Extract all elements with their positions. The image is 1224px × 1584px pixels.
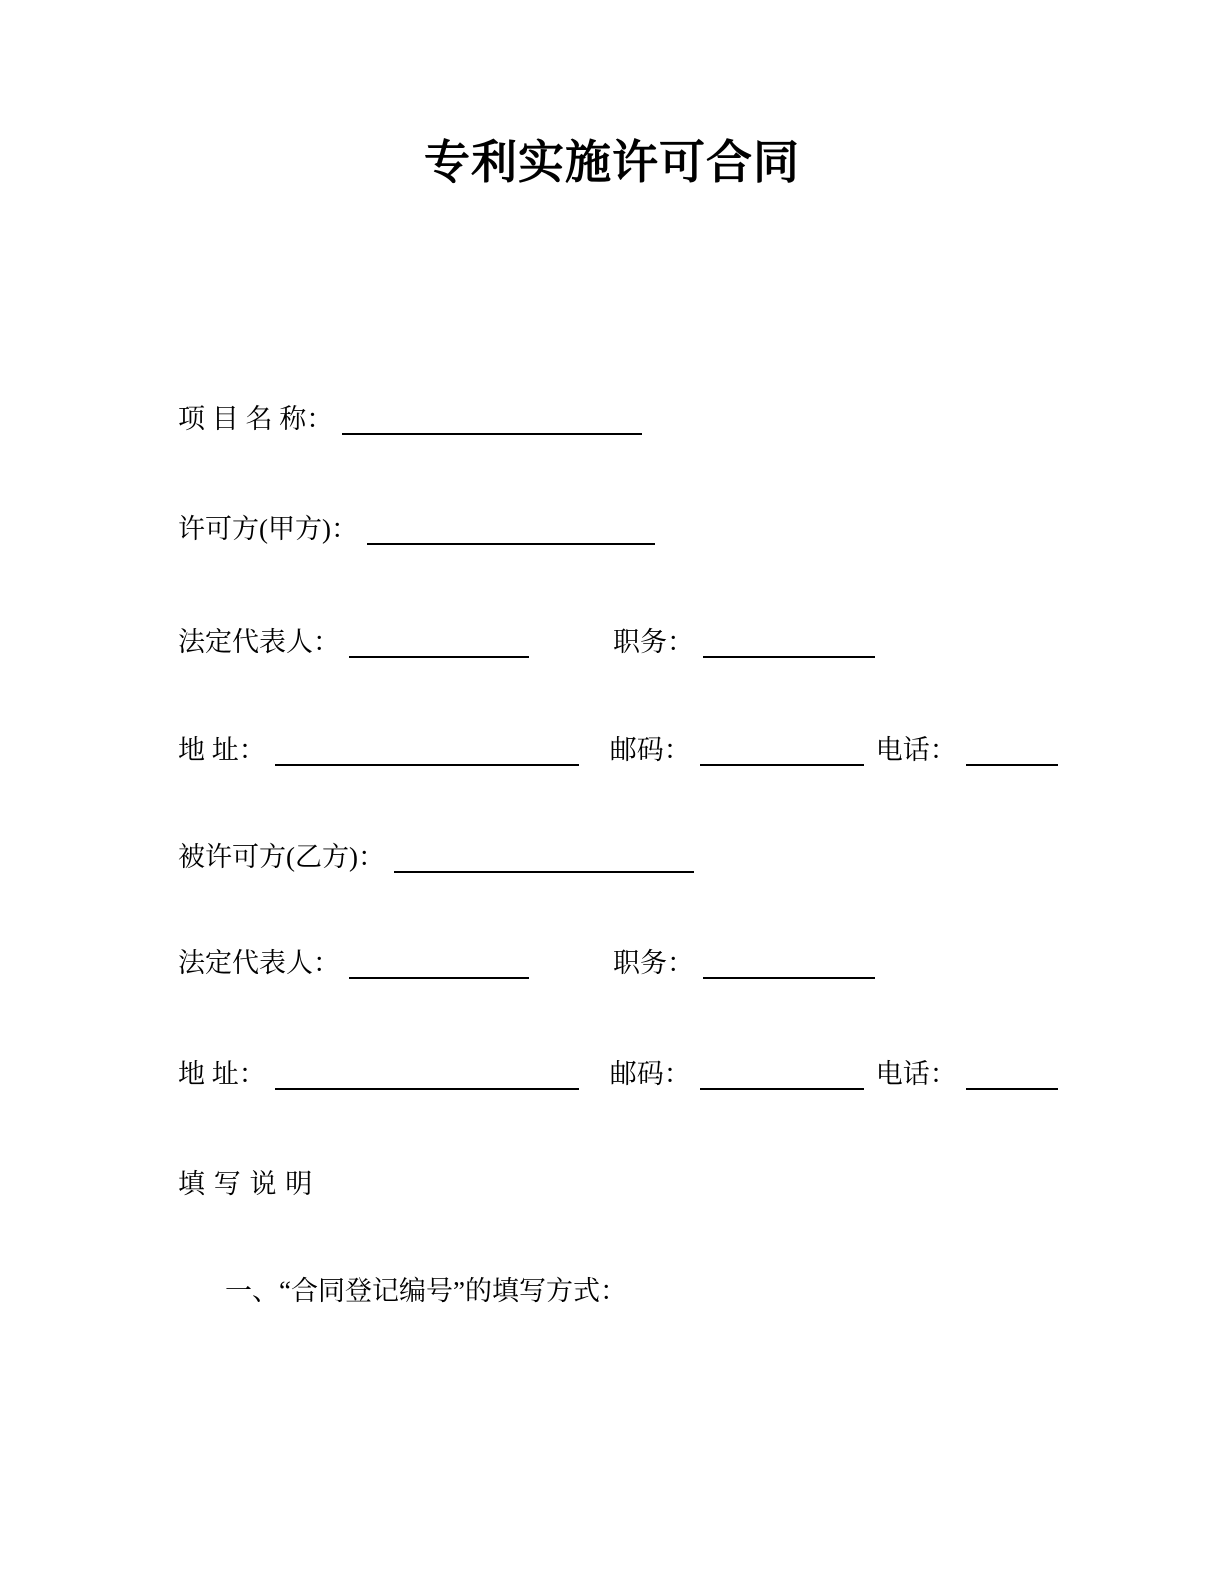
- licensee-blank: [394, 844, 694, 873]
- project-name-row: [178, 402, 642, 436]
- licensee-position-blank: [703, 950, 875, 979]
- licensor-blank: [367, 516, 655, 545]
- licensor-postcode-label: 邮码：: [609, 735, 691, 765]
- licensee-postcode-label: 邮码：: [609, 1059, 691, 1089]
- fill-instructions-heading: 填 写 说 明: [178, 1169, 314, 1199]
- licensee-address-label: 地 址：: [178, 1059, 266, 1089]
- licensee-phone-blank: [966, 1061, 1058, 1090]
- licensee-label: 被许可方(乙方)：: [178, 842, 385, 872]
- licensor-postcode-blank: [700, 737, 864, 766]
- licensor-legal-rep-blank: [349, 629, 529, 658]
- licensee-address-blank: [275, 1061, 579, 1090]
- fill-instructions-item-1: 一、“合同登记编号”的填写方式：: [225, 1276, 627, 1306]
- document-title: 专利实施许可合同: [424, 136, 800, 188]
- licensor-position-blank: [703, 629, 875, 658]
- licensor-phone-blank: [966, 737, 1058, 766]
- licensee-legal-rep-label: 法定代表人：: [178, 948, 340, 978]
- project-name-label: 项 目 名 称：: [178, 404, 334, 434]
- licensor-address-label: 地 址：: [178, 735, 266, 765]
- licensee-row: [178, 840, 694, 874]
- licensor-position-label: 职务：: [613, 627, 694, 657]
- licensor-address-blank: [275, 737, 579, 766]
- licensee-position-label: 职务：: [613, 948, 694, 978]
- project-name-blank: [342, 406, 642, 435]
- licensor-row: [178, 512, 655, 546]
- licensor-label: 许可方(甲方)：: [178, 514, 358, 544]
- licensor-phone-label: 电话：: [875, 735, 957, 765]
- licensor-legal-rep-label: 法定代表人：: [178, 627, 340, 657]
- licensor-address-row: [178, 733, 1058, 767]
- licensor-rep-row: [178, 625, 875, 659]
- licensee-legal-rep-blank: [349, 950, 529, 979]
- licensee-rep-row: [178, 946, 875, 980]
- licensee-postcode-blank: [700, 1061, 864, 1090]
- licensee-phone-label: 电话：: [875, 1059, 957, 1089]
- licensee-address-row: [178, 1057, 1058, 1091]
